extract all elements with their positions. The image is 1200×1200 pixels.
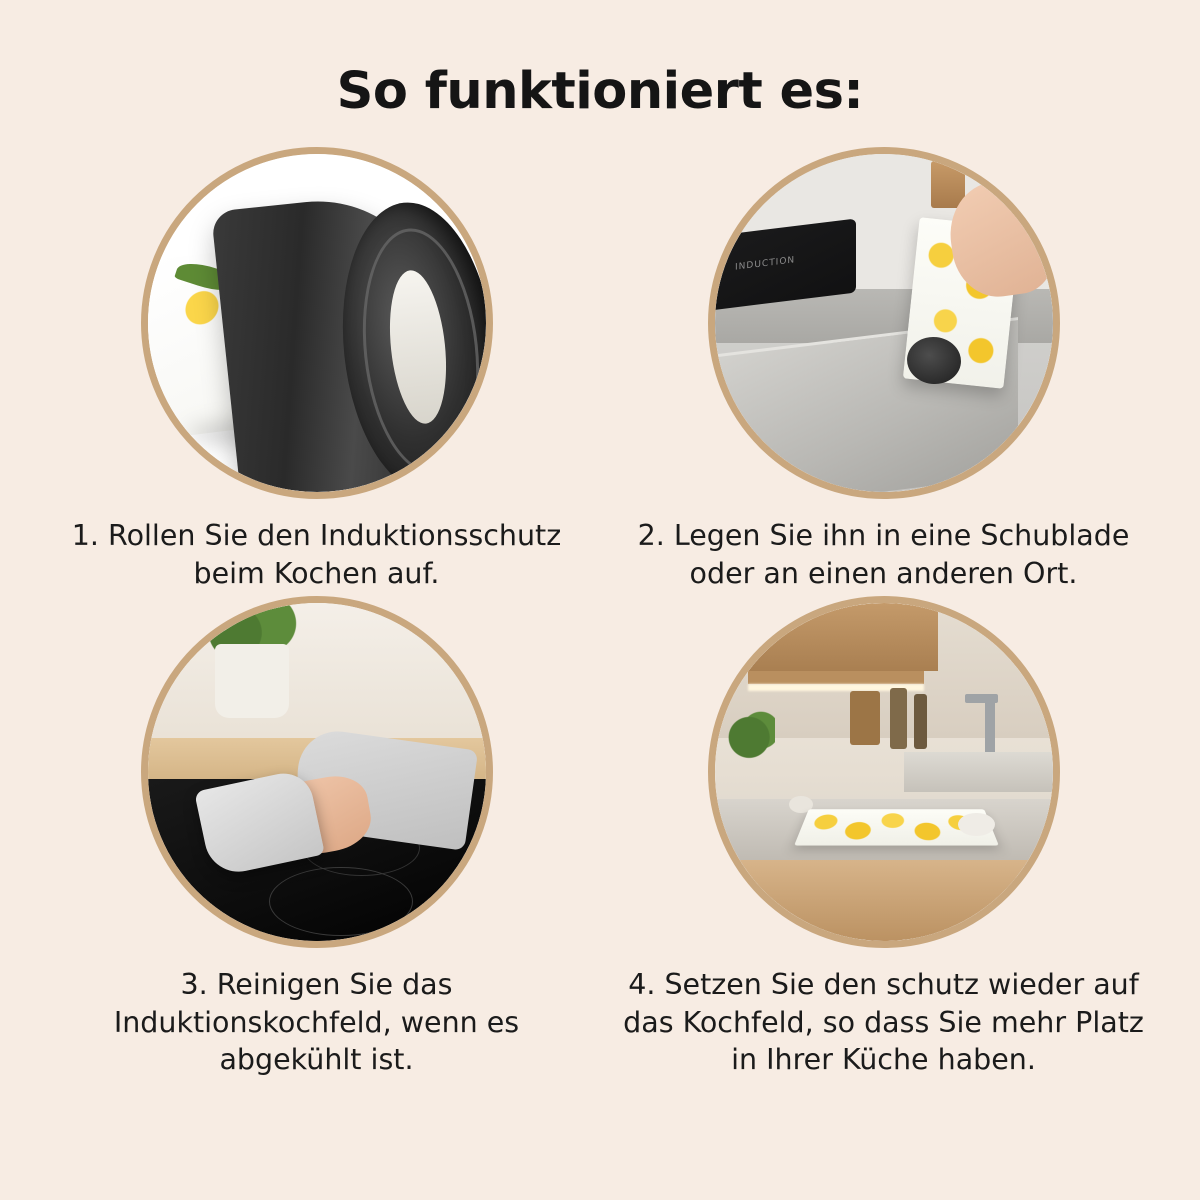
step-2-caption: 2. Legen Sie ihn in eine Schublade oder an einen anderen Ort. (637, 519, 1130, 590)
steps-grid (0, 121, 1200, 1079)
step-4 (609, 596, 1158, 1079)
step-1-caption: 1. Rollen Sie den Induktionsschutz beim Kochen auf. (71, 519, 562, 590)
step-3-image-frame (141, 596, 493, 948)
step-2-image-frame (708, 147, 1060, 499)
mat-stored-in-drawer-photo: INDUCTION (715, 154, 1053, 492)
step-4-image-frame (708, 596, 1060, 948)
step-3-caption: 3. Reinigen Sie das Induktionskochfeld, wenn es abgekühlt ist. (113, 968, 520, 1077)
cleaning-induction-hob-photo (148, 603, 486, 941)
step-4-caption: 4. Setzen Sie den schutz wieder auf das Kochfeld, so dass Sie mehr Platz in Ihrer Küche haben. (623, 968, 1144, 1077)
step-3 (42, 596, 591, 1079)
step-2 (609, 147, 1158, 592)
page-title: So funktioniert es: (336, 62, 864, 121)
mat-on-hob-kitchen-photo (715, 603, 1053, 941)
step-1-image-frame (141, 147, 493, 499)
rolled-induction-mat-photo (148, 154, 486, 492)
step-1 (42, 147, 591, 592)
